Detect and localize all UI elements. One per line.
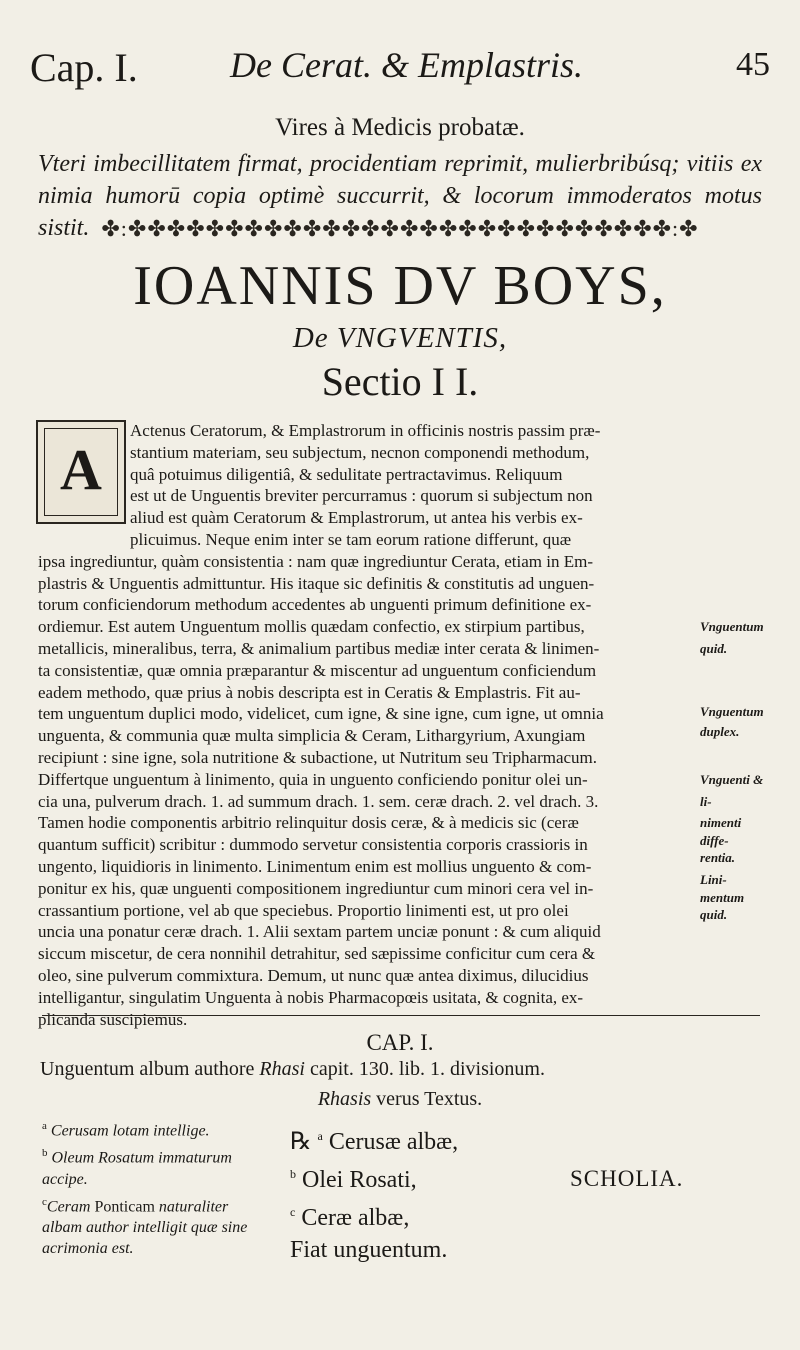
margin-note: li- xyxy=(700,793,712,809)
running-title: De Cerat. & Emplastris. xyxy=(230,45,584,85)
note-upright: Ponticam xyxy=(94,1197,155,1215)
body-line: aliud est quàm Ceratorum & Emplastrorum, ut antea his verbis ex- xyxy=(130,508,583,528)
rhasis-post: verus Textus. xyxy=(371,1088,483,1110)
recipe-text: Cerusæ albæ, xyxy=(328,1129,459,1155)
body-line: eadem methodo, quæ prius à nobis descripta est in Ceratis & Emplastris. Fit au- xyxy=(38,682,581,702)
margin-note: Vnguenti & xyxy=(700,771,764,787)
body-line: Tamen hodie componentis arbitrio relinquitur dosis ceræ, & à medicis sic (ceræ xyxy=(38,813,579,833)
margin-note: quid. xyxy=(700,641,728,656)
body-line: quantum sufficit) scribitur : dummodo servetur consistentia corporis crassioris in xyxy=(38,835,588,855)
page-number: 45 xyxy=(736,46,770,83)
margin-note: quid. xyxy=(700,906,728,922)
body-line: ipsa ingrediuntur, quàm consistentia : nam quæ ingrediuntur Cerata, etiam in Em- xyxy=(38,551,593,571)
unguentum-heading xyxy=(40,1058,760,1081)
note-mark: a xyxy=(42,1120,47,1132)
catchword: SCHOLIA. xyxy=(570,1166,684,1191)
body-line: plicuimus. Neque enim inter se tam eorum ratione differunt, quæ xyxy=(130,529,572,549)
body-line: plastris & Unguentis admittuntur. His itaque sic definitis & constitutis ad unguen- xyxy=(38,573,595,593)
margin-note: Vnguentum xyxy=(700,619,764,635)
body-line: recipiunt : sine igne, sola nutritione & subactione, ut Nutritum seu Tripharmacum. xyxy=(38,747,598,767)
body-line: ungento, liquidioris in linimento. Linimentum enim est mollius unguento & com- xyxy=(38,856,592,876)
note-mark: b xyxy=(42,1147,48,1160)
body-line: torum conficiendorum methodum accedentes ab unguenti primum definitione ex- xyxy=(38,595,592,615)
body-line: Differtque unguentum à linimento, quia in unguento conficiendo ponitur olei un- xyxy=(38,769,588,789)
body-line: plicanda suscipiemus. xyxy=(38,1009,188,1029)
rhasis-name: Rhasis xyxy=(317,1088,372,1110)
body-line: uncia una ponatur ceræ drach. 1. Alii sextam partem unciæ ponunt : & cum aliquid xyxy=(38,922,601,942)
body-line: oleo, sine pulverum commixtura. Demum, ut nunc quæ antea diximus, dilucidius xyxy=(38,965,589,985)
note-text: Cerusam lotam intellige. xyxy=(50,1122,210,1140)
recipe-line xyxy=(290,1158,490,1196)
vires-heading: Vires à Medicis probatæ. xyxy=(275,114,525,141)
footnotes xyxy=(42,1116,254,1261)
body-line: crassantium portione, vel ab que speciebus. Proportio linimenti est, ut pro olei xyxy=(38,900,569,920)
margin-note: mentum xyxy=(700,889,745,905)
body-text xyxy=(38,420,714,1030)
recipe-text: Fiat unguentum. xyxy=(290,1237,448,1263)
recipe-text: Olei Rosati, xyxy=(302,1167,417,1193)
section-title: De VNGVENTIS, xyxy=(292,322,508,354)
note-text: naturaliter albam author intelligit quæ sine acrimonia est. xyxy=(42,1197,248,1257)
note-mark: c xyxy=(42,1195,47,1208)
rhasis-line xyxy=(0,1088,800,1111)
body-line: ordiemur. Est autem Unguentum mollis quædam confectio, ex stirpium partibus, xyxy=(38,617,585,637)
note-b xyxy=(42,1143,254,1189)
initial-letter: A xyxy=(60,437,102,502)
unguentum-post: capit. 130. lib. 1. divisionum. xyxy=(304,1058,545,1080)
ornament-band: ✤:✤✤✤✤✤✤✤✤✤✤✤✤✤✤✤✤✤✤✤✤✤✤✤✤✤✤✤✤:✤ xyxy=(101,216,699,241)
body-line: Actenus Ceratorum, & Emplastrorum in officinis nostris passim præ- xyxy=(130,421,601,440)
recipe xyxy=(290,1120,490,1266)
recipe-line xyxy=(290,1120,490,1158)
note-text: Oleum Rosatum immaturum accipe. xyxy=(42,1149,232,1188)
recipe-symbol: ℞ xyxy=(290,1129,318,1155)
body-line: quâ potuimus diligentiâ, & sedulitate pertractavimus. Reliquum xyxy=(130,464,563,484)
body-line: siccum miscetur, de cera nonnihil detrahitur, sed sæpissime conficitur cum cera & xyxy=(38,944,596,964)
margin-note: Vnguentum xyxy=(700,704,764,720)
note-c xyxy=(42,1192,254,1259)
body-line: ponitur ex his, quæ unguenti compositionem ingrediuntur cum minori cera vel in- xyxy=(38,878,594,898)
body-line: ta consistentiæ, quæ omnia præparantur & miscentur ad unguentum conficiendum xyxy=(38,660,597,680)
horizontal-rule xyxy=(42,1015,760,1016)
author-heading: IOANNIS DV BOYS, xyxy=(133,255,667,317)
body-line: est ut de Unguentis breviter percurramus : quorum si subjectum non xyxy=(130,486,593,506)
body-line: intelligantur, singulatim Unguenta à nobis Pharmacopœis usitata, & cognita, ex- xyxy=(38,987,584,1007)
verse-paragraph: Vteri imbecillitatem firmat, procidentiam reprimit, mulierbribúsq; vitiis ex nimia humorū copia optimè succurrit, & locorum immoderatos motus sistit. xyxy=(38,151,762,241)
body-line: metallicis, mineralibus, terra, & animalium partibus mediæ inter cerata & linimen- xyxy=(38,638,600,658)
note-a xyxy=(42,1116,254,1141)
body-line: cia una, pulverum drach. 1. ad summum drach. 1. sem. ceræ drach. 2. vel drach. 3. xyxy=(38,791,599,811)
note-text: Ceram xyxy=(46,1197,95,1215)
unguentum-pre: Unguentum album authore xyxy=(40,1058,260,1080)
sectio-heading: Sectio I I. xyxy=(321,359,479,404)
cap-title: CAP. I. xyxy=(366,1030,434,1055)
recipe-line xyxy=(290,1196,490,1234)
unguentum-author: Rhasi xyxy=(259,1058,305,1080)
body-line: tem unguentum duplici modo, videlicet, cum igne, & sine igne, cum igne, ut omnia xyxy=(38,704,604,724)
chapter-label: Cap. I. xyxy=(30,45,138,90)
recipe-line xyxy=(290,1234,490,1266)
body-line: stantium materiam, seu subjectum, necnon componendi methodum, xyxy=(130,442,590,462)
margin-note: duplex. xyxy=(700,723,740,739)
recipe-mark: a xyxy=(317,1129,323,1143)
margin-note: nimenti xyxy=(700,815,742,831)
running-head xyxy=(30,44,770,94)
recipe-mark: c xyxy=(290,1205,296,1219)
margin-note: rentia. xyxy=(700,850,736,866)
margin-note: diffe- xyxy=(700,832,729,848)
margin-note: Lini- xyxy=(700,872,727,888)
body-line: unguenta, & communia quæ multa simplicia & Ceram, Lithargyrium, Axungiam xyxy=(38,726,586,746)
recipe-text: Ceræ albæ, xyxy=(301,1205,410,1231)
recipe-mark: b xyxy=(290,1167,296,1181)
